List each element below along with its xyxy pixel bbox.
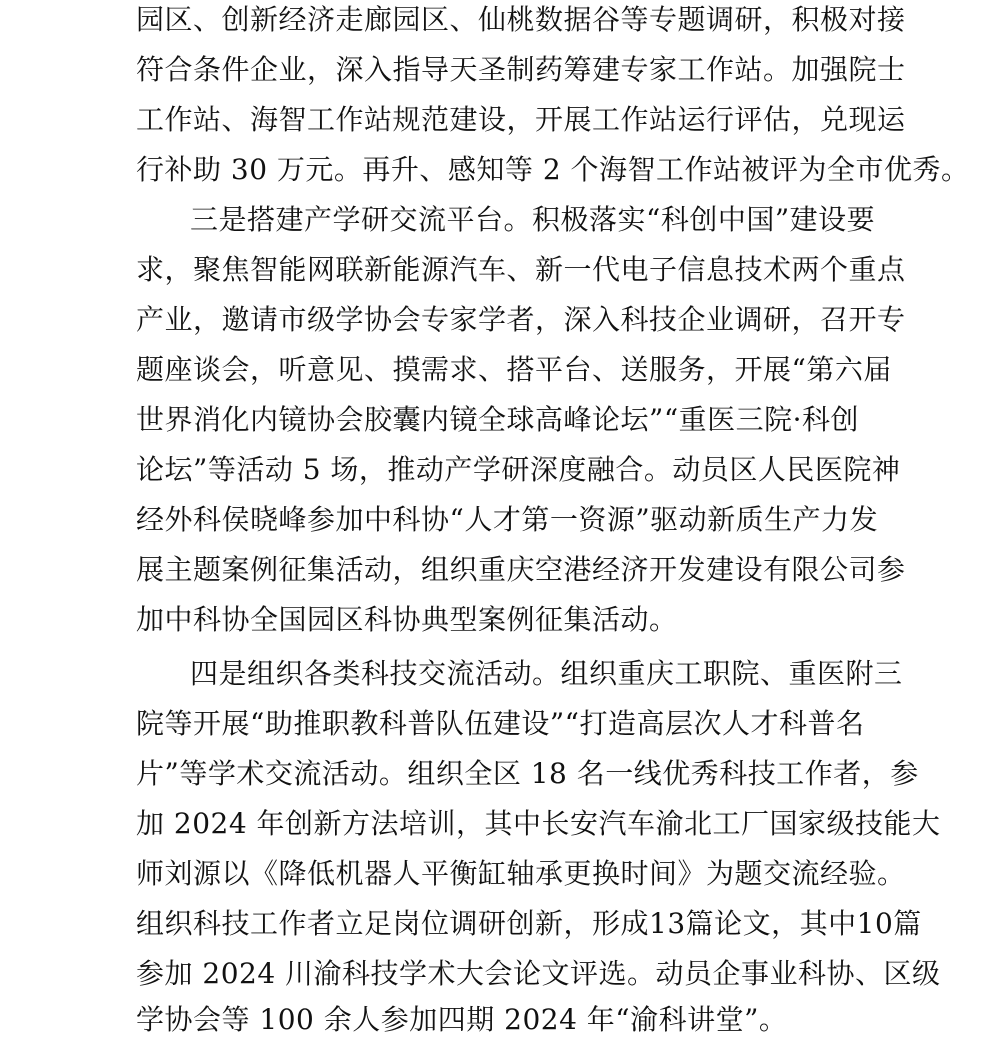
text-line: 院等开展“助推职教科普队伍建设”“打造高层次人才科普名	[136, 707, 865, 740]
text-line: 产业，邀请市级学协会专家学者，深入科技企业调研，召开专	[136, 303, 906, 336]
text-line: 参加 2024 川渝科技学术大会论文评选。动员企事业科协、区级	[136, 957, 941, 990]
text-line: 加中科协全国园区科协典型案例征集活动。	[136, 603, 678, 636]
text-line: 经外科侯晓峰参加中科协“人才第一资源”驱动新质生产力发	[136, 503, 879, 536]
text-line: 组织科技工作者立足岗位调研创新，形成13篇论文，其中10篇	[136, 907, 922, 940]
text-line: 题座谈会，听意见、摸需求、搭平台、送服务，开展“第六届	[136, 353, 892, 386]
text-line: 行补助 30 万元。再升、感知等 2 个海智工作站被评为全市优秀。	[136, 153, 970, 186]
text-line: 展主题案例征集活动，组织重庆空港经济开发建设有限公司参	[136, 553, 906, 586]
text-line: 世界消化内镜协会胶囊内镜全球高峰论坛”“重医三院·科创	[136, 403, 860, 436]
paragraph-start-line: 四是组织各类科技交流活动。组织重庆工职院、重医附三	[190, 657, 903, 690]
text-line: 学协会等 100 余人参加四期 2024 年“渝科讲堂”。	[136, 1003, 788, 1036]
text-line: 园区、创新经济走廊园区、仙桃数据谷等专题调研，积极对接	[136, 3, 906, 36]
text-line: 加 2024 年创新方法培训，其中长安汽车渝北工厂国家级技能大	[136, 807, 941, 840]
text-line: 工作站、海智工作站规范建设，开展工作站运行评估，兑现运	[136, 103, 906, 136]
text-line: 求，聚焦智能网联新能源汽车、新一代电子信息技术两个重点	[136, 253, 906, 286]
text-line: 片”等学术交流活动。组织全区 18 名一线优秀科技工作者，参	[136, 757, 919, 790]
text-line: 师刘源以《降低机器人平衡缸轴承更换时间》为题交流经验。	[136, 857, 906, 890]
text-line: 符合条件企业，深入指导天圣制药筹建专家工作站。加强院士	[136, 53, 906, 86]
text-line: 论坛”等活动 5 场，推动产学研深度融合。动员区人民医院神	[136, 453, 901, 486]
paragraph-start-line: 三是搭建产学研交流平台。积极落实“科创中国”建设要	[190, 203, 876, 236]
